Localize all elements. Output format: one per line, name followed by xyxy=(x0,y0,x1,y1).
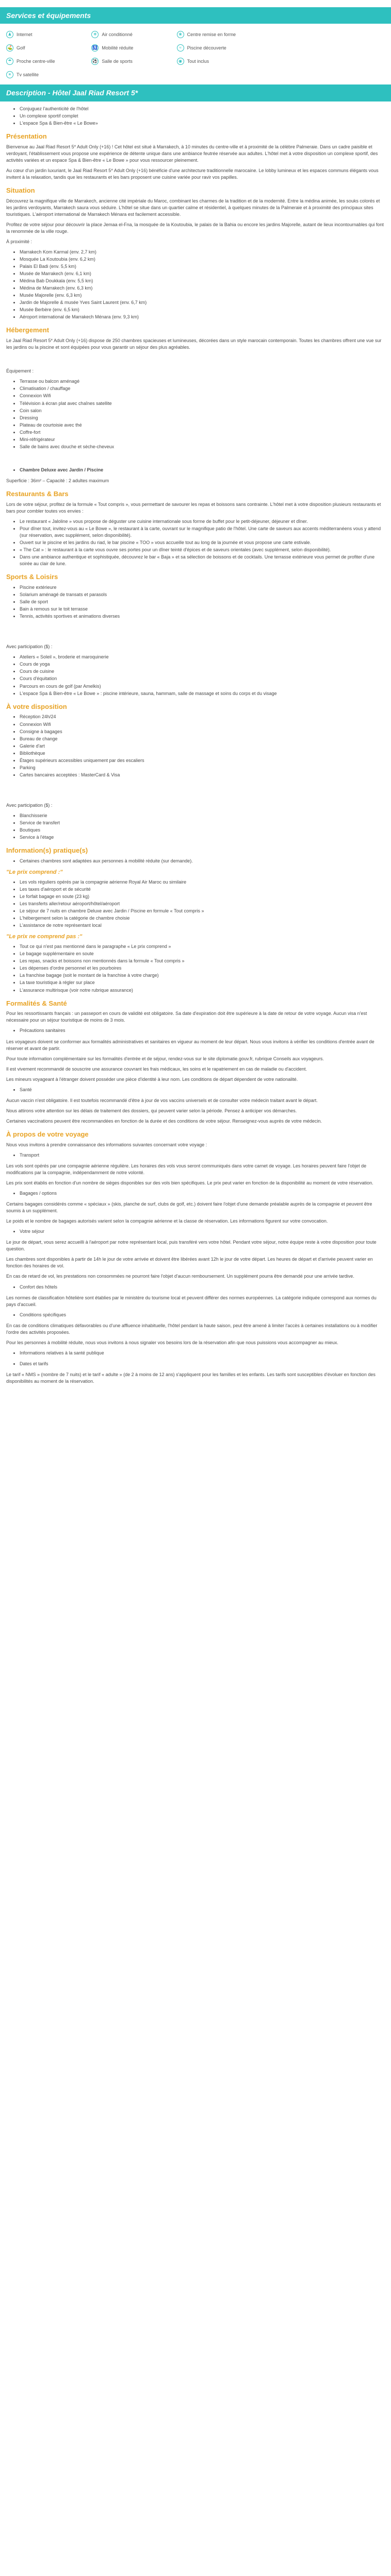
person-icon: ♟ xyxy=(6,31,13,38)
propos-sejour: • Votre séjour xyxy=(20,1228,385,1235)
propos-p3: Certains bagages considérés comme « spéciaux » (skis, planche de surf, clubs de golf, etc.) doivent faire l'objet d'une demande préalable auprès de la compagnie et peuvent être soumis à un supplément. xyxy=(6,1201,372,1214)
situation-title: Situation xyxy=(6,186,35,194)
disposition-paid-label: Avec participation ($) : xyxy=(6,802,53,808)
formalites-p6: Aucun vaccin n'est obligatoire. Il est toutefois recommandé d'être à jour de vos vaccins universels et de consulter votre médecin traitant avant le départ. xyxy=(6,1097,318,1103)
formalites-list-title: • Précautions sanitaires xyxy=(20,1027,385,1034)
amenity-label: Salle de sports xyxy=(102,58,133,64)
place-item: • Médina de Marrakech (env. 6,3 km) xyxy=(20,285,385,292)
propos-p7: En cas de retard de vol, les prestations non consommées ne pourront faire l'objet d'aucun remboursement. Un supplément pourra être demandé pour une arrivée tardive. xyxy=(6,1274,354,1279)
place-item: • Musée Berbère (env. 6,5 km) xyxy=(20,307,385,313)
excluded-item: • La franchise bagage (soit le montant de la franchise à votre charge) xyxy=(20,972,385,979)
formalites-p8: Certaines vaccinations peuvent être recommandées en fonction de la durée et des conditions de votre séjour. Renseignez-vous auprès de votre médecin. xyxy=(6,1118,322,1124)
place-item: • Mosquée La Koutoubia (env. 6,2 km) xyxy=(20,256,385,263)
disposition-item: • Parking xyxy=(20,765,385,771)
amenity-label: Golf xyxy=(17,45,25,50)
disposition-item: • Réception 24h/24 xyxy=(20,714,385,720)
propos-p8: Les normes de classification hôtelière sont établies par le ministère du tourisme local et peuvent différer des normes européennes. La catégorie indiquée correspond aux normes du pays d'accueil. xyxy=(6,1295,377,1307)
amenity-label: Proche centre-ville xyxy=(17,58,55,64)
sport-item: • Solarium aménagé de transats et parasols xyxy=(20,591,385,598)
beach-umbrella-icon: ☀ xyxy=(6,71,13,78)
sport-item: • Piscine extérieure xyxy=(20,584,385,591)
intro-list xyxy=(6,106,385,127)
info-item: • Certaines chambres sont adaptées aux personnes à mobilité réduite (sur demande). xyxy=(20,858,385,865)
disposition-title: À votre disposition xyxy=(6,702,67,710)
equipment-item: • Coffre-fort xyxy=(20,429,385,436)
amenity-item xyxy=(6,71,91,78)
disposition-item: • Étages supérieurs accessibles uniquement par des escaliers xyxy=(20,757,385,764)
propos-intro: Nous vous invitons à prendre connaissance des informations suivantes concernant votre voyage : xyxy=(6,1142,207,1147)
amenity-label: Piscine découverte xyxy=(187,45,226,50)
description-content xyxy=(0,101,391,1385)
sport-item: • Tennis, activités sportives et animations diverses xyxy=(20,613,385,620)
sport-icon: ⚽ xyxy=(91,58,99,65)
sport-paid-item: • L'espace Spa & Bien-être « Le Bowe » : piscine intérieure, sauna, hammam, salle de massage et soins du corps et du visage xyxy=(20,690,385,697)
intro-item: • Un complexe sportif complet xyxy=(20,113,385,120)
propos-bagages: • Bagages / options xyxy=(20,1190,385,1197)
propos-p2: Les prix sont établis en fonction d'un nombre de sièges disponibles sur des vols bien spécifiques. Le prix peut varier en fonction de la disponibilité au moment de votre réservation. xyxy=(6,1180,373,1185)
propos-confort: • Confort des hôtels xyxy=(20,1284,385,1291)
equipment-item: • Connexion Wifi xyxy=(20,393,385,399)
golf-icon: ⛳ xyxy=(6,44,13,52)
equipment-item: • Télévision à écran plat avec chaînes satellite xyxy=(20,400,385,407)
equipment-item: • Coin salon xyxy=(20,408,385,414)
restaurants-p1: Lors de votre séjour, profitez de la formule « Tout compris », vous permettant de savourer les repas et boissons sans contrainte. L'hôtel met à votre disposition plusieurs restaurants et bars pour combler toutes vos envies : xyxy=(6,501,381,514)
disposition-paid-item: • Service à l'étage xyxy=(20,834,385,841)
formalites-p4: Il est vivement recommandé de souscrire une assurance couvrant les frais médicaux, les soins et le rapatriement en cas de maladie ou d'accident. xyxy=(6,1066,307,1072)
sports-paid-list xyxy=(6,654,385,697)
intro-item: • L'espace Spa & Bien-être « Le Bowe» xyxy=(20,120,385,127)
propos-p5: Le jour de départ, vous serez accueilli à l'aéroport par notre représentant local, puis transféré vers votre hôtel. Pendant votre séjour, notre équipe reste à votre disposition pour toute question. xyxy=(6,1240,377,1252)
amenity-item xyxy=(177,58,262,65)
equipment-item: • Climatisation / chauffage xyxy=(20,385,385,392)
disposition-paid-item: • Blanchisserie xyxy=(20,812,385,819)
formalites-p5: Les mineurs voyageant à l'étranger doivent posséder une pièce d'identité à leur nom. Les conditions de départ dépendent de votre nationalité. xyxy=(6,1076,298,1082)
wifi-icon: ◉ xyxy=(177,58,184,65)
propos-p6: Les chambres sont disponibles à partir de 14h le jour de votre arrivée et doivent être libérées avant 12h le jour de votre départ. Les heures de départ et d'arrivée peuvent varier en fonction des horaires de vol. xyxy=(6,1257,373,1269)
equipment-list xyxy=(6,378,385,450)
amenity-item xyxy=(6,44,91,52)
disposition-paid-item: • Boutiques xyxy=(20,827,385,834)
sport-item: • Bain à remous sur le toit terrasse xyxy=(20,606,385,613)
propos-p9: En cas de conditions climatiques défavorables ou d'une affluence inhabituelle, l'hôtel pendant la haute saison, peut être amené à limiter l'accès à certaines installations ou à modifier l'ordre des activités proposées. xyxy=(6,1323,378,1335)
formalites-sante: • Santé xyxy=(20,1087,385,1093)
presentation-p1: Bienvenue au Jaal Riad Resort 5* Adult Only (+16) ! Cet hôtel est situé à Marrakech, à 10 minutes du centre-ville et à proximité de la célèbre Palmeraie. Dans un cadre paisible et verdoyant, l'établissement vous propose une expérience de détente unique dans une ambiance feutrée réservée aux adultes. L'hôtel met à votre disposition un complexe sportif, des activités variées et un espace Spa & Bien-être « Le Bowe » pour vous ressourcer pleinement. xyxy=(6,144,378,163)
amenity-item xyxy=(177,44,262,52)
equipment-subtitle: Équipement : xyxy=(6,368,34,374)
sport-paid-item: • Cours d'équitation xyxy=(20,675,385,682)
propos-p10: Pour les personnes à mobilité réduite, nous vous invitons à nous signaler vos besoins lors de la réservation afin que nous puissions vous accompagner au mieux. xyxy=(6,1340,338,1345)
included-list xyxy=(6,879,385,929)
included-item: • L'hébergement selon la catégorie de chambre choisie xyxy=(20,915,385,922)
amenities-grid xyxy=(0,24,268,84)
presentation-p2: Au cœur d'un jardin luxuriant, le Jaal Riad Resort 5* Adult Only (+16) bénéficie d'une architecture traditionnelle marocaine. Le lobby lumineux et les espaces communs élégants vous invitent à la relaxation, tandis que les restaurants et les bars proposent une cuisine variée pour ravir vos papilles. xyxy=(6,167,379,180)
room-types-list xyxy=(6,467,385,473)
restaurants-list xyxy=(6,518,385,567)
presentation-title: Présentation xyxy=(6,132,47,140)
propos-p11: Le tarif « NMS » (nombre de 7 nuits) et le tarif « adulte » (de 2 à moins de 12 ans) s'appliquent pour les familles et les enfants. Les tarifs sont susceptibles d'évoluer en fonction des disponibilités au moment de la réservation. xyxy=(6,1371,376,1384)
place-item: • Palais El Badi (env. 5,5 km) xyxy=(20,263,385,270)
place-item: • Jardin de Majorelle & musée Yves Saint Laurent (env. 6,7 km) xyxy=(20,299,385,306)
wellness-icon: ❀ xyxy=(177,31,184,38)
place-item: • Aéroport international de Marrakech Ménara (env. 9,3 km) xyxy=(20,314,385,320)
excluded-item: • Les repas, snacks et boissons non mentionnés dans la formule « Tout compris » xyxy=(20,958,385,964)
disposition-list xyxy=(6,714,385,778)
propos-conditions: • Conditions spécifiques xyxy=(20,1312,385,1318)
places-list xyxy=(6,249,385,320)
disposition-paid-list xyxy=(6,812,385,841)
restaurant-item: • Dans une ambiance authentique et sophistiquée, découvrez le bar « Baja » et sa sélection de boissons et de cocktails. Une terrasse extérieure vous permet de profiter d'une soirée au clair de lune. xyxy=(20,554,385,567)
restaurant-item: • Le restaurant « Jaloline » vous propose de déguster une cuisine internationale sous forme de buffet pour le petit-déjeuner, déjeuner et dîner. xyxy=(20,518,385,525)
sport-paid-item: • Cours de cuisine xyxy=(20,668,385,675)
amenity-label: Internet xyxy=(17,31,32,37)
propos-transport: • Transport xyxy=(20,1152,385,1159)
included-title: "Le prix comprend :" xyxy=(6,869,63,876)
excluded-item: • L'assurance multirisque (voir notre rubrique assurance) xyxy=(20,987,385,994)
amenity-item xyxy=(177,31,262,38)
excluded-item: • Tout ce qui n'est pas mentionné dans le paragraphe « Le prix comprend » xyxy=(20,943,385,950)
excluded-item: • La taxe touristique à régler sur place xyxy=(20,979,385,986)
room-capacity: Superficie : 36m² – Capacité : 2 adultes maximum xyxy=(6,478,109,483)
place-item: • Musée de Marrakech (env. 6,1 km) xyxy=(20,270,385,277)
amenity-item xyxy=(91,31,176,38)
included-item: • Le forfait bagage en soute (23 kg) xyxy=(20,893,385,900)
equipment-item: • Plateau de courtoisie avec thé xyxy=(20,422,385,429)
excluded-item: • Le bagage supplémentaire en soute xyxy=(20,951,385,957)
propos-dates: • Dates et tarifs xyxy=(20,1361,385,1367)
disposition-item: • Bureau de change xyxy=(20,736,385,742)
formalites-p2: Les voyageurs doivent se conformer aux formalités administratives et sanitaires en vigueur au moment de leur départ. Nous vous invitons à vérifier les conditions d'entrée avant de réserver et avant de partir. xyxy=(6,1039,374,1051)
hebergement-title: Hébergement xyxy=(6,326,50,334)
disposition-paid-item: • Service de transfert xyxy=(20,820,385,826)
included-item: • Les vols réguliers opérés par la compagnie aérienne Royal Air Maroc ou similaire xyxy=(20,879,385,886)
description-banner: Description - Hôtel Jaal Riad Resort 5* xyxy=(0,84,391,101)
info-title: Information(s) pratique(s) xyxy=(6,846,88,855)
sports-title: Sports & Loisirs xyxy=(6,573,58,581)
included-item: • L'assistance de notre représentant local xyxy=(20,922,385,929)
sport-paid-item: • Parcours en cours de golf (par Amelkis) xyxy=(20,683,385,690)
disposition-item: • Galerie d'art xyxy=(20,743,385,750)
amenity-label: Tout inclus xyxy=(187,58,209,64)
wheelchair-icon: ♿ xyxy=(91,44,99,52)
formalites-p1: Pour les ressortissants français : un passeport en cours de validité est obligatoire. Sa date d'expiration doit être supérieure à la date de retour de votre voyage. Aucun visa n'est nécessaire pour un séjour touristique de moins de 3 mois. xyxy=(6,1011,367,1023)
disposition-item: • Cartes bancaires acceptées : MasterCard & Visa xyxy=(20,772,385,778)
disposition-item: • Bibliothèque xyxy=(20,750,385,757)
restaurant-item: • « The Cat » : le restaurant à la carte vous ouvre ses portes pour un dîner teinté d'épices et de saveurs orientales (avec supplément, selon disponibilité). xyxy=(20,547,385,553)
amenity-item xyxy=(6,58,91,65)
sport-paid-item: • Ateliers « Soleil », broderie et maroquinerie xyxy=(20,654,385,660)
intro-item: • Conjuguez l'authenticité de l'hôtel xyxy=(20,106,385,112)
equipment-item: • Terrasse ou balcon aménagé xyxy=(20,378,385,385)
formalites-p3: Pour toute information complémentaire sur les formalités d'entrée et de séjour, rendez-vous sur le site diplomatie.gouv.fr, rubrique Conseils aux voyageurs. xyxy=(6,1056,324,1061)
situation-subtitle: À proximité : xyxy=(6,239,32,244)
propos-title: À propos de votre voyage xyxy=(6,1130,89,1138)
propos-p1: Les vols sont opérés par une compagnie aérienne régulière. Les horaires des vols vous seront communiqués dans votre carnet de voyage. Les horaires peuvent faire l'objet de modifications par la compagnie, indépendamment de notre volonté. xyxy=(6,1163,367,1175)
disposition-item: • Consigne à bagages xyxy=(20,728,385,735)
formalites-p7: Nous attirons votre attention sur les délais de traitement des dossiers, qui peuvent varier selon la période. Pensez à anticiper vos démarches. xyxy=(6,1108,297,1113)
place-item: • Médina Bab Doukkala (env. 5,5 km) xyxy=(20,278,385,284)
disposition-item: • Connexion Wifi xyxy=(20,721,385,728)
hebergement-p1: Le Jaal Riad Resort 5* Adult Only (+16) dispose de 250 chambres spacieuses et lumineuses, décorées dans un style marocain contemporain. Toutes les chambres offrent une vue sur les jardins ou la piscine et sont équipées pour vous garantir un séjour des plus agréables. xyxy=(6,338,382,350)
amenity-label: Air conditionné xyxy=(102,31,133,37)
situation-p2: Profitez de votre séjour pour découvrir la place Jemaa el-Fna, la mosquée de la Koutoubia, le palais de la Bahia ou encore les jardins Majorelle, autant de lieux incontournables qui font la renommée de la ville rouge. xyxy=(6,222,384,234)
pool-icon: ≈ xyxy=(177,44,184,52)
sport-item: • Salle de sport xyxy=(20,599,385,605)
info-list xyxy=(6,858,385,865)
restaurants-title: Restaurants & Bars xyxy=(6,489,69,498)
situation-p1: Découvrez la magnifique ville de Marrakech, ancienne cité impériale du Maroc, combinant les charmes de la tradition et de la modernité. Entre la médina animée, les souks colorés et les jardins verdoyants, Marrakech saura vous séduire. L'hôtel se situe dans un quartier calme et résidentiel, à quelques minutes de la Palmeraie et à proximité des principaux sites touristiques. L'aéroport international de Marrakech Ménara est facilement accessible. xyxy=(6,198,380,217)
equipment-item: • Salle de bains avec douche et sèche-cheveux xyxy=(20,444,385,450)
excluded-item: • Les dépenses d'ordre personnel et les pourboires xyxy=(20,965,385,972)
amenity-item xyxy=(91,44,176,52)
included-item: • Les transferts aller/retour aéroport/hôtel/aéroport xyxy=(20,901,385,907)
excluded-title: "Le prix ne comprend pas :" xyxy=(6,934,83,940)
beach-icon: ☂ xyxy=(6,58,13,65)
equipment-item: • Dressing xyxy=(20,415,385,421)
propos-p4: Le poids et le nombre de bagages autorisés varient selon la compagnie aérienne et la classe de réservation. Les informations figurent sur votre convocation. xyxy=(6,1218,328,1224)
services-banner: Services et équipements xyxy=(0,7,391,24)
restaurant-item: • Ouvert sur le piscine et les jardins du riad, le bar piscine « TOO » vous accueille tout au long de la journée et vous propose une carte estivale. xyxy=(20,539,385,546)
sport-paid-item: • Cours de yoga xyxy=(20,661,385,668)
restaurant-item: • Pour dîner tout, invitez-vous au « Le Bowe », le restaurant à la carte, ouvrant sur le magnifique patio de l'hôtel. Une carte de saveurs aux accents méditerranéens vous y attend (sur réservation, avec supplément, selon disponibilité). xyxy=(20,526,385,539)
equipment-item: • Mini-réfrigérateur xyxy=(20,436,385,443)
amenity-item xyxy=(6,31,91,38)
amenity-label: Tv satellite xyxy=(17,72,39,77)
amenity-label: Centre remise en forme xyxy=(187,31,236,37)
amenity-item xyxy=(91,58,176,65)
included-item: • Le séjour de 7 nuits en chambre Deluxe avec Jardin / Piscine en formule « Tout compris » xyxy=(20,908,385,914)
formalites-title: Formalités & Santé xyxy=(6,999,67,1007)
snowflake-icon: ❄ xyxy=(91,31,99,38)
included-item: • Les taxes d'aéroport et de sécurité xyxy=(20,886,385,893)
excluded-list xyxy=(6,943,385,993)
room-type-item: • Chambre Deluxe avec Jardin / Piscine xyxy=(20,467,385,473)
amenity-label: Mobilité réduite xyxy=(102,45,134,50)
propos-infos: • Informations relatives à la santé publique xyxy=(20,1350,385,1357)
place-item: • Musée Majorelle (env. 6,3 km) xyxy=(20,292,385,299)
sports-list xyxy=(6,584,385,620)
sports-paid-label: Avec participation ($) : xyxy=(6,644,53,650)
place-item: • Marrakech Kom Karmal (env. 2,7 km) xyxy=(20,249,385,256)
